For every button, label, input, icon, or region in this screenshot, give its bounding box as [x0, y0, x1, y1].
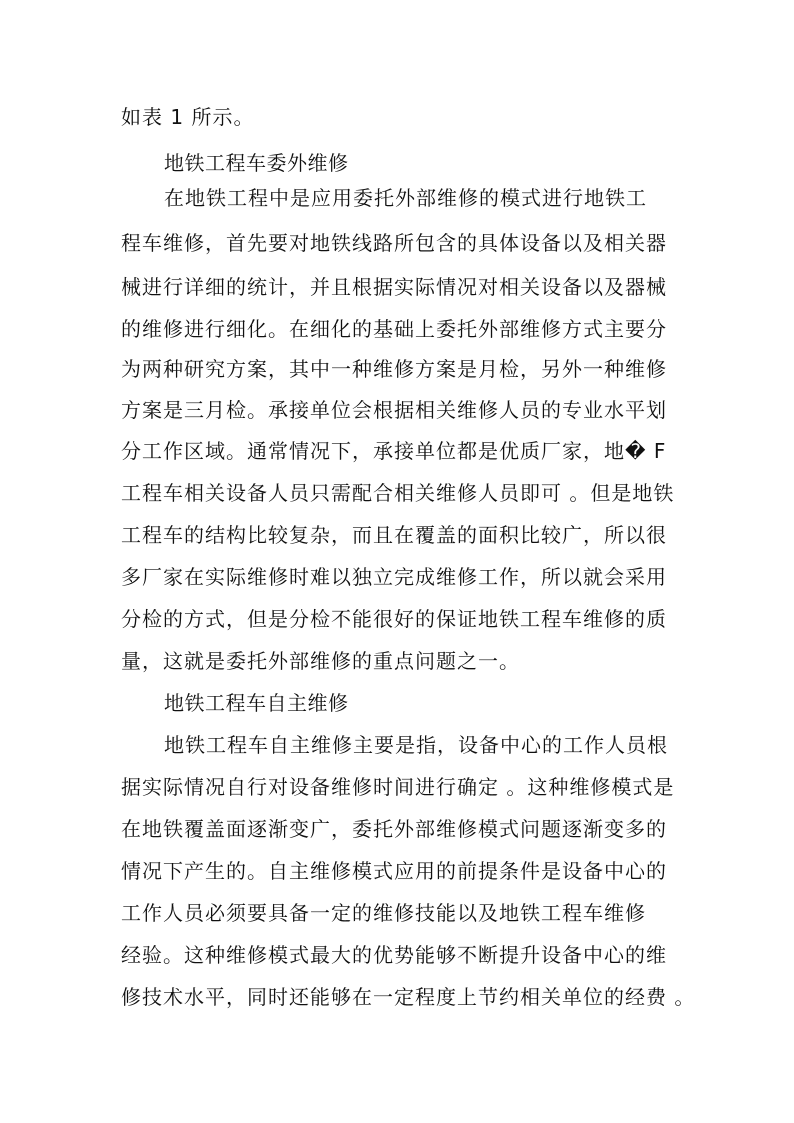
text-line: 分检的方式，但是分检不能很好的保证地铁工程车维修的质	[121, 607, 667, 631]
text-line: 械进行详细的统计，并且根据实际情况对相关设备以及器械	[121, 275, 667, 299]
text-line: 量，这就是委托外部维修的重点问题之一。	[121, 649, 520, 673]
paragraph-first-line: 地铁工程车自主维修主要是指，设备中心的工作人员根	[164, 733, 668, 757]
text-line: 多厂家在实际维修时难以独立完成维修工作，所以就会采用	[121, 565, 667, 589]
text-line: 如表 1 所示。	[121, 105, 255, 129]
text-line: 工程车的结构比较复杂，而且在覆盖的面积比较广，所以很	[121, 523, 667, 547]
text-line: 为两种研究方案，其中一种维修方案是月检，另外一种维修	[121, 357, 667, 381]
text-line: 据实际情况自行对设备维修时间进行确定 。这种维修模式是	[121, 775, 675, 799]
text-line: 经验。这种维修模式最大的优势能够不断提升设备中心的维	[121, 943, 667, 967]
text-line: 方案是三月检。承接单位会根据相关维修人员的专业水平划	[121, 398, 667, 422]
section-heading: 地铁工程车委外维修	[164, 151, 349, 175]
text-line: 程车维修，首先要对地铁线路所包含的具体设备以及相关器	[121, 231, 667, 255]
section-heading: 地铁工程车自主维修	[164, 691, 349, 715]
text-line: 在地铁覆盖面逐渐变广，委托外部维修模式问题逐渐变多的	[121, 817, 667, 841]
text-line: 的维修进行细化。在细化的基础上委托外部维修方式主要分	[121, 317, 667, 341]
text-line: 工作人员必须要具备一定的维修技能以及地铁工程车维修	[121, 901, 646, 925]
paragraph-first-line: 在地铁工程中是应用委托外部维修的模式进行地铁工	[164, 186, 647, 210]
text-line: 情况下产生的。自主维修模式应用的前提条件是设备中心的	[121, 859, 667, 883]
text-line: 分工作区域。通常情况下，承接单位都是优质厂家，地� F	[121, 439, 667, 463]
text-line: 修技术水平，同时还能够在一定程度上节约相关单位的经费 。	[121, 985, 696, 1009]
text-line: 工程车相关设备人员只需配合相关维修人员即可 。但是地铁	[121, 481, 675, 505]
